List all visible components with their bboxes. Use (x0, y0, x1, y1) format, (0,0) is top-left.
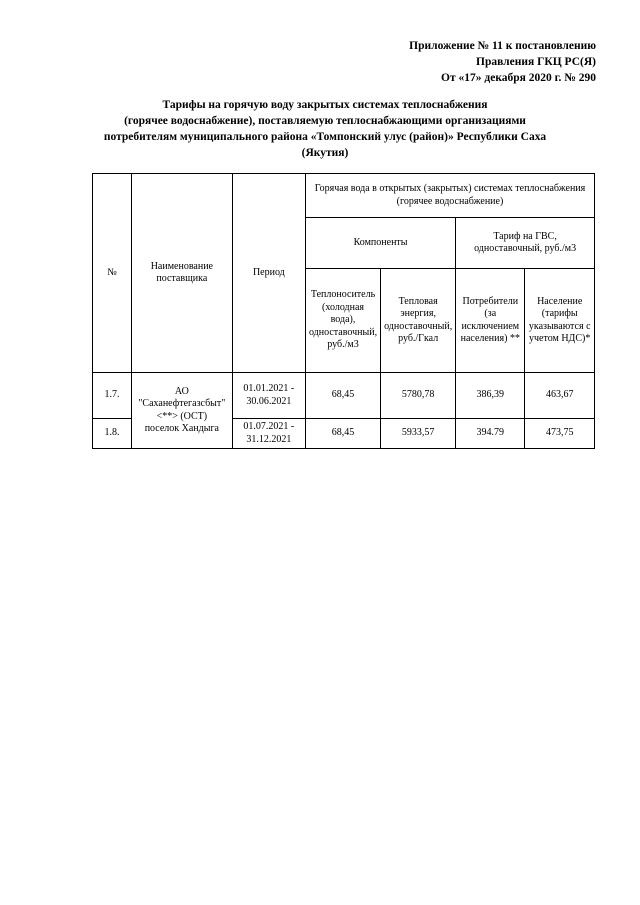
period-to: 30.06.2021 (246, 395, 292, 407)
coolant-value: 68,45 (305, 419, 380, 449)
appendix-line-1: Приложение № 11 к постановлению (409, 40, 596, 52)
appendix-header (409, 38, 596, 86)
period-from: 01.01.2021 - (243, 383, 295, 394)
title-line-3: потребителям муниципального района «Томпонский улус (район)» Республики Саха (103, 131, 547, 143)
supplier-line-2: "Саханефтегазсбыт" <**> (ОСТ) (138, 398, 226, 422)
supplier-line-3: поселок Хандыга (144, 423, 219, 434)
header-population: Население (тарифы указываются с учетом НДС)* (525, 269, 595, 373)
title-line-4: (Якутия) (301, 147, 349, 159)
period-to: 31.12.2021 (246, 433, 292, 445)
table-row (93, 373, 595, 419)
thermal-value: 5780,78 (381, 373, 456, 419)
header-supplier: Наименование поставщика (131, 174, 232, 373)
consumers-value: 386,39 (456, 373, 525, 419)
appendix-line-2: Правления ГКЦ РС(Я) (476, 56, 596, 68)
header-hot-water-group: Горячая вода в открытых (закрытых) системах теплоснабжения (горячее водоснабжение) (305, 174, 594, 218)
appendix-line-3: От «17» декабря 2020 г. № 290 (441, 72, 596, 84)
period-from: 01.07.2021 - (243, 421, 295, 432)
row-number: 1.7. (93, 373, 132, 419)
header-components: Компоненты (305, 218, 455, 269)
consumers-value: 394.79 (456, 419, 525, 449)
supplier-line-1: АО (174, 385, 189, 397)
row-number: 1.8. (93, 419, 132, 449)
population-value: 473,75 (525, 419, 595, 449)
period-cell (232, 419, 305, 449)
header-coolant: Теплоноситель (холодная вода), одноставочный, руб./м3 (305, 269, 380, 373)
supplier-cell (131, 373, 232, 449)
header-period: Период (232, 174, 305, 373)
tariff-table (92, 173, 595, 449)
document-title (60, 97, 590, 161)
title-line-2: (горячее водоснабжение), поставляемую теплоснабжающими организациями (124, 115, 526, 127)
header-number: № (93, 174, 132, 373)
header-consumers: Потребители (за исключением населения) ** (456, 269, 525, 373)
header-row-1 (93, 174, 595, 218)
header-tariff-gvs: Тариф на ГВС, одноставочный, руб./м3 (456, 218, 595, 269)
population-value: 463,67 (525, 373, 595, 419)
thermal-value: 5933,57 (381, 419, 456, 449)
header-thermal: Тепловая энергия, одноставочный, руб./Гкал (381, 269, 456, 373)
coolant-value: 68,45 (305, 373, 380, 419)
period-cell (232, 373, 305, 419)
title-line-1: Тарифы на горячую воду закрытых системах теплоснабжения (162, 99, 488, 111)
